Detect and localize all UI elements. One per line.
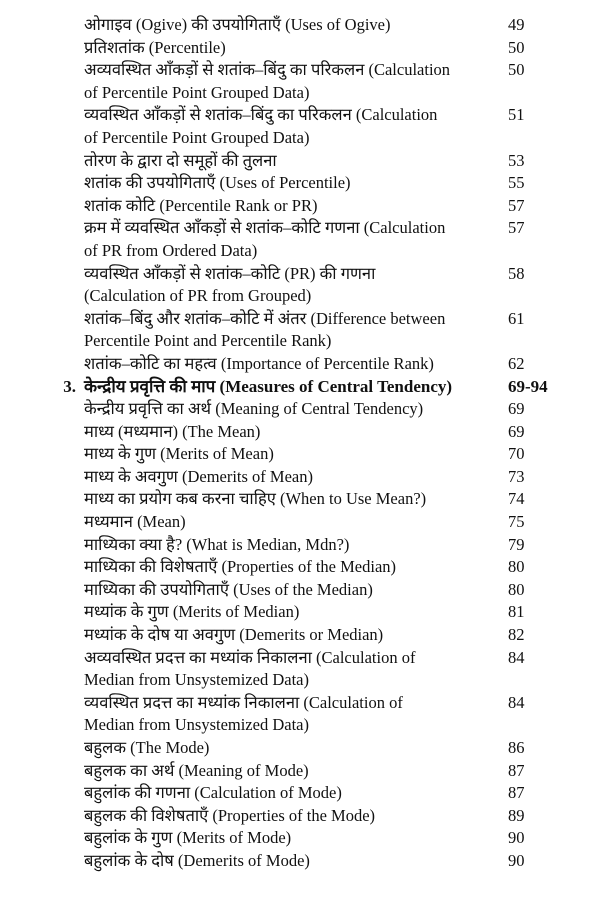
toc-entry-title-line: माध्यिका की विशेषताएँ (Properties of the Median) (84, 557, 397, 577)
toc-entry-title-line: प्रतिशतांक (Percentile) (84, 37, 226, 57)
toc-entry-title (84, 217, 499, 262)
toc-entry (0, 782, 600, 805)
toc-page-number: 81 (508, 602, 525, 622)
toc-page-number: 69 (508, 399, 525, 419)
toc-entry (0, 647, 600, 692)
toc-page-number: 51 (508, 105, 525, 125)
toc-entry (0, 760, 600, 783)
toc-page-number: 58 (508, 263, 525, 283)
toc-entry-title (84, 195, 499, 218)
toc-entry (0, 14, 600, 37)
toc-entry-title-line: अव्यवस्थित प्रदत्त का मध्यांक निकालना (Calculation of (84, 647, 416, 667)
toc-page-number: 80 (508, 557, 525, 577)
toc-entry-title-line: Median from Unsystemized Data) (84, 670, 309, 690)
toc-entry (0, 263, 600, 308)
toc-entry-title-line: मध्यांक के गुण (Merits of Median) (84, 602, 300, 622)
toc-page-number: 73 (508, 466, 525, 486)
toc-entry-title-line: Percentile Point and Percentile Rank) (84, 331, 332, 351)
toc-entry (0, 805, 600, 828)
toc-page-number: 50 (508, 37, 525, 57)
toc-page-number: 84 (508, 647, 525, 667)
table-of-contents (0, 14, 600, 873)
toc-entry (0, 398, 600, 421)
toc-entry-title-line: व्यवस्थित प्रदत्त का मध्यांक निकालना (Calculation of (84, 692, 403, 712)
toc-entry-title-line: तोरण के द्वारा दो समूहों की तुलना (84, 150, 277, 170)
toc-entry (0, 172, 600, 195)
toc-page-number: 69 (508, 421, 525, 441)
toc-page-number: 53 (508, 150, 525, 170)
toc-entry (0, 737, 600, 760)
toc-chapter-number: 3. (63, 376, 76, 396)
toc-page-number: 70 (508, 444, 525, 464)
toc-page-number: 87 (508, 783, 525, 803)
toc-entry (0, 217, 600, 262)
toc-page-number: 61 (508, 308, 525, 328)
toc-page-number: 86 (508, 738, 525, 757)
toc-entry-title-line: क्रम में व्यवस्थित आँकड़ों से शतांक–कोटि गणना (Calculation (84, 218, 446, 238)
toc-entry-title-line: (Calculation of PR from Grouped) (84, 286, 312, 306)
toc-page-number: 74 (508, 489, 525, 509)
toc-entry (0, 624, 600, 647)
toc-page-number: 50 (508, 60, 525, 80)
toc-entry (0, 195, 600, 218)
toc-entry-title-line: माध्यिका की उपयोगिताएँ (Uses of the Median) (84, 579, 373, 599)
toc-page-number: 90 (508, 828, 525, 848)
toc-entry (0, 37, 600, 60)
toc-entry-title (84, 308, 499, 353)
toc-entry-title (84, 647, 499, 692)
toc-entry-title (84, 782, 499, 805)
toc-entry-title (84, 398, 499, 421)
toc-entry-title-line: मध्यमान (Mean) (84, 512, 186, 532)
toc-page-number: 57 (508, 195, 525, 215)
toc-entry-title-line: अव्यवस्थित आँकड़ों से शतांक–बिंदु का परिकलन (Calculation (84, 60, 451, 80)
toc-entry (0, 579, 600, 602)
toc-entry-title (84, 511, 499, 534)
toc-entry (0, 150, 600, 173)
toc-entry-title (84, 172, 499, 195)
toc-page-number: 55 (508, 173, 525, 193)
toc-entry-title (84, 466, 499, 489)
toc-entry-title (84, 443, 499, 466)
toc-chapter-row (0, 376, 600, 399)
toc-entry-title-line: बहुलांक की गणना (Calculation of Mode) (84, 783, 342, 803)
toc-entry-title-line: केन्द्रीय प्रवृत्ति की माप (Measures of Central Tendency) (84, 376, 453, 396)
toc-entry-title-line: बहुलांक के गुण (Merits of Mode) (84, 828, 292, 848)
toc-entry-title (84, 421, 499, 444)
toc-entry (0, 827, 600, 850)
toc-entry-title (84, 37, 499, 60)
toc-entry-title (84, 534, 499, 557)
toc-entry-title-line: व्यवस्थित आँकड़ों से शतांक–कोटि (PR) की गणना (84, 263, 376, 283)
toc-entry-title-line: शतांक कोटि (Percentile Rank or PR) (84, 195, 318, 215)
toc-entry-title-line: बहुलांक के दोष (Demerits of Mode) (84, 850, 310, 870)
toc-entry (0, 511, 600, 534)
toc-entry-title-line: of Percentile Point Grouped Data) (84, 127, 310, 147)
toc-page-number: 89 (508, 805, 525, 825)
toc-entry (0, 59, 600, 104)
toc-entry-title (84, 104, 499, 149)
toc-entry-title (84, 601, 499, 624)
toc-entry-title-line: ओगाइव (Ogive) की उपयोगिताएँ (Uses of Ogive) (84, 15, 391, 34)
toc-entry-title (84, 850, 499, 873)
toc-entry-title-line: माध्यिका क्या है? (What is Median, Mdn?) (84, 534, 350, 554)
toc-entry-title-line: व्यवस्थित आँकड़ों से शतांक–बिंदु का परिकलन (Calculation (84, 105, 438, 125)
toc-entry-title (84, 353, 499, 376)
toc-entry-title-line: शतांक की उपयोगिताएँ (Uses of Percentile) (84, 173, 351, 193)
toc-entry (0, 488, 600, 511)
toc-entry-title-line: मध्यांक के दोष या अवगुण (Demerits or Median) (84, 625, 384, 645)
toc-entry-title (84, 488, 499, 511)
toc-entry (0, 443, 600, 466)
toc-entry-title (84, 827, 499, 850)
toc-entry (0, 601, 600, 624)
toc-page-number: 57 (508, 218, 525, 238)
toc-page-number: 80 (508, 579, 525, 599)
toc-entry (0, 308, 600, 353)
toc-entry-title (84, 579, 499, 602)
toc-page-number: 79 (508, 534, 525, 554)
toc-entry (0, 534, 600, 557)
toc-entry-title-line: बहुलक की विशेषताएँ (Properties of the Mode) (84, 805, 376, 825)
toc-entry-title-line: माध्य के अवगुण (Demerits of Mean) (84, 466, 313, 486)
toc-entry-title (84, 737, 499, 760)
toc-entry-title-line: शतांक–बिंदु और शतांक–कोटि में अंतर (Difference between (84, 308, 446, 328)
toc-entry (0, 850, 600, 873)
toc-entry-title-line: of Percentile Point Grouped Data) (84, 82, 310, 102)
toc-entry-title-line: बहुलक (The Mode) (84, 738, 210, 757)
toc-entry (0, 692, 600, 737)
toc-page-number: 75 (508, 512, 525, 532)
toc-entry (0, 556, 600, 579)
toc-entry-title-line: शतांक–कोटि का महत्व (Importance of Percentile Rank) (84, 353, 434, 373)
toc-entry-title-line: Median from Unsystemized Data) (84, 715, 309, 735)
toc-entry-title (84, 14, 499, 37)
toc-entry-title-line: of PR from Ordered Data) (84, 240, 258, 260)
toc-entry-title (84, 376, 499, 399)
toc-entry-title (84, 59, 499, 104)
toc-page-number: 87 (508, 760, 525, 780)
toc-page-number: 62 (508, 353, 525, 373)
toc-entry-title (84, 556, 499, 579)
toc-entry-title (84, 150, 499, 173)
toc-entry (0, 421, 600, 444)
toc-page-number: 82 (508, 625, 525, 645)
toc-entry-title (84, 263, 499, 308)
toc-entry (0, 104, 600, 149)
toc-page-number: 84 (508, 692, 525, 712)
toc-entry-title (84, 805, 499, 828)
toc-entry-title (84, 760, 499, 783)
toc-page-number: 49 (508, 15, 525, 34)
toc-entry (0, 466, 600, 489)
toc-entry (0, 353, 600, 376)
toc-entry-title-line: माध्य (मध्यमान) (The Mean) (84, 421, 261, 441)
toc-entry-title (84, 624, 499, 647)
toc-page-number: 90 (508, 850, 525, 870)
toc-entry-title-line: माध्य का प्रयोग कब करना चाहिए (When to Use Mean?) (84, 489, 427, 509)
toc-entry-title (84, 692, 499, 737)
toc-entry-title-line: केन्द्रीय प्रवृत्ति का अर्थ (Meaning of Central Tendency) (84, 399, 424, 419)
toc-page-number: 69-94 (508, 376, 548, 396)
toc-entry-title-line: माध्य के गुण (Merits of Mean) (84, 444, 274, 464)
toc-entry-title-line: बहुलक का अर्थ (Meaning of Mode) (84, 760, 309, 780)
